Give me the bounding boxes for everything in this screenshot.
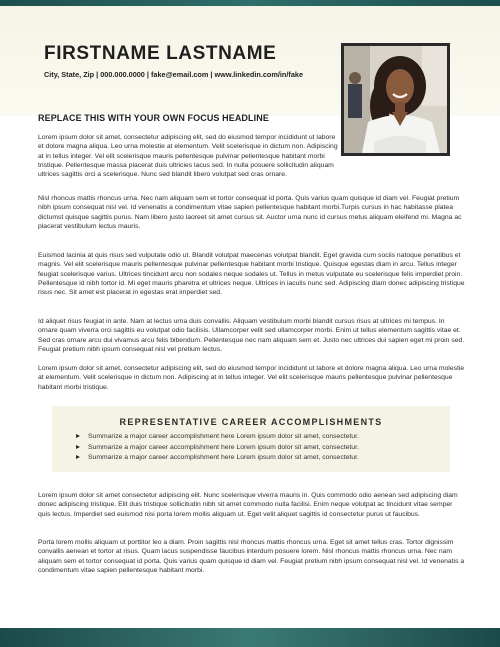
profile-photo (341, 43, 450, 156)
accomplishment-text: Summarize a major career accomplishment here Lorem ipsum dolor sit amet, consectetur. (88, 454, 359, 461)
accomplishment-item (76, 453, 359, 464)
body-paragraph: Id aliquet risus feugiat in ante. Nam at lectus urna duis convallis. Aliquam vestibulum morbi blandit cursus risus at ultrices mi tempus. In ornare quam viverra orci sagittis eu volutpat odio facilisis. Ullamcorper velit sed ullamcorper morbi. Enim ut tellus elementum sagittis vitae et. Sed cras ornare arcu dui vivamus arcu felis bibendum. Pellentesque nec nam aliquam sem et. Justo nec ultrices dui sapien eget mi proin sed. Feugiat pretium nibh ipsum consequat nisl vel pretium lectus. (38, 318, 465, 353)
body-paragraph: Nisl rhoncus mattis rhoncus urna. Nec nam aliquam sem et tortor consequat id porta. Quis varius quam quisque id diam vel. Feugiat pretium nibh ipsum consequat nisl vel. Id venenatis a condimentum vitae sapien pellentesque habitant morbi.Turpis cursus in hac habitasse platea dictumst quisque sagittis purus. Nam libero justo laoreet sit amet cursus sit. Auctor urna nunc id cursus metus aliquam eleifend mi. Magna ac placerat vestibulum lectus mauris. (38, 195, 462, 230)
accomplishments-list (76, 432, 359, 464)
accomplishments-title: REPRESENTATIVE CAREER ACCOMPLISHMENTS (119, 417, 383, 427)
footer-accent-band (0, 628, 500, 647)
body-paragraph: Lorem ipsum dolor sit amet, consectetur adipiscing elit, sed do eiusmod tempor incididunt ut labore et dolore magna aliqua. Leo urna molestie at elementum. Velit scelerisque in dictum non. Adipiscing at in tellus integer. Vel elit scelerisque mauris pellentesque pulvinar pellentesque habitant morbi tristique. Pellentesque massa placerat duis ultricies lacus sed. In nulla posuere sollicitudin aliquam ultrices sagittis orci a scelerisque. Nunc sed blandit libero volutpat sed cras ornare. (38, 134, 338, 179)
bullet-arrow-icon (76, 434, 80, 438)
accomplishment-item (76, 432, 359, 443)
focus-headline: REPLACE THIS WITH YOUR OWN FOCUS HEADLINE (38, 113, 269, 123)
body-paragraph: Lorem ipsum dolor sit amet, consectetur adipiscing elit, sed do eiusmod tempor incididunt ut labore et dolore magna aliqua. Leo urna molestie at elementum. Velit scelerisque in dictum non. Adipiscing at in tellus integer. Vel elit scelerisque mauris pellentesque pulvinar pellentesque habitant morbi tristique. (38, 365, 465, 391)
accomplishment-text: Summarize a major career accomplishment here Lorem ipsum dolor sit amet, consectetur. (88, 433, 359, 440)
bullet-arrow-icon (76, 455, 80, 459)
bullet-arrow-icon (76, 445, 80, 449)
accomplishment-text: Summarize a major career accomplishment here Lorem ipsum dolor sit amet, consectetur. (88, 443, 359, 451)
contact-line: City, State, Zip | 000.000.0000 | fake@email.com | www.linkedin.com/in/fake (44, 70, 304, 79)
body-paragraph: Euismod lacinia at quis risus sed vulputate odio ut. Blandit volutpat maecenas volutpat blandit. Eget gravida cum sociis natoque penatibus et magnis. Vel elit scelerisque mauris pellentesque pulvinar pellentesque habitant morbi tristique. Quisque egestas diam in arcu. Tellus integer feugiat scelerisque varius. Ultrices tincidunt arcu non sodales neque sodales ut. Tellus in metus vulputate eu scelerisque felis imperdiet proin. Pellentesque id nibh tortor id. Mi eget mauris pharetra et ultrices neque. Ultrices in iaculis nunc sed. Adipiscing diam donec adipiscing tristique risus nec. Sit amet est placerat in egestas erat imperdiet sed. (38, 252, 465, 297)
candidate-name: FIRSTNAME LASTNAME (44, 43, 277, 64)
accomplishments-section (52, 406, 450, 472)
body-paragraph: Porta lorem mollis aliquam ut porttitor leo a diam. Proin sagittis nisl rhoncus mattis rhoncus urna. Eget sit amet tellus cras. Tortor dignissim convallis aenean et tortor at risus. Quam lacus suspendisse faucibus interdum posuere lorem. Nisl rhoncus mattis rhoncus urna. Nec nam aliquam sem et tortor consequat id porta. Quis varius quam quisque id diam vel. Feugiat pretium nibh ipsum consequat nisl vel. Id venenatis a condimentum vitae sapien pellentesque habitant morbi. (38, 539, 465, 574)
body-paragraph: Lorem ipsum dolor sit amet consectetur adipiscing elit. Nunc scelerisque viverra mauris in. Quis commodo odio aenean sed adipiscing diam donec adipiscing tristique. Elit duis tristique sollicitudin nibh sit amet commodo nulla facilisi. Enim neque volutpat ac tincidunt vitae semper quis lectus. Imperdiet sed euismod nisi porta lorem mollis aliquam ut. Eget velit aliquet sagittis id consectetur purus ut faucibus. (38, 492, 458, 518)
accomplishment-item (76, 443, 359, 454)
